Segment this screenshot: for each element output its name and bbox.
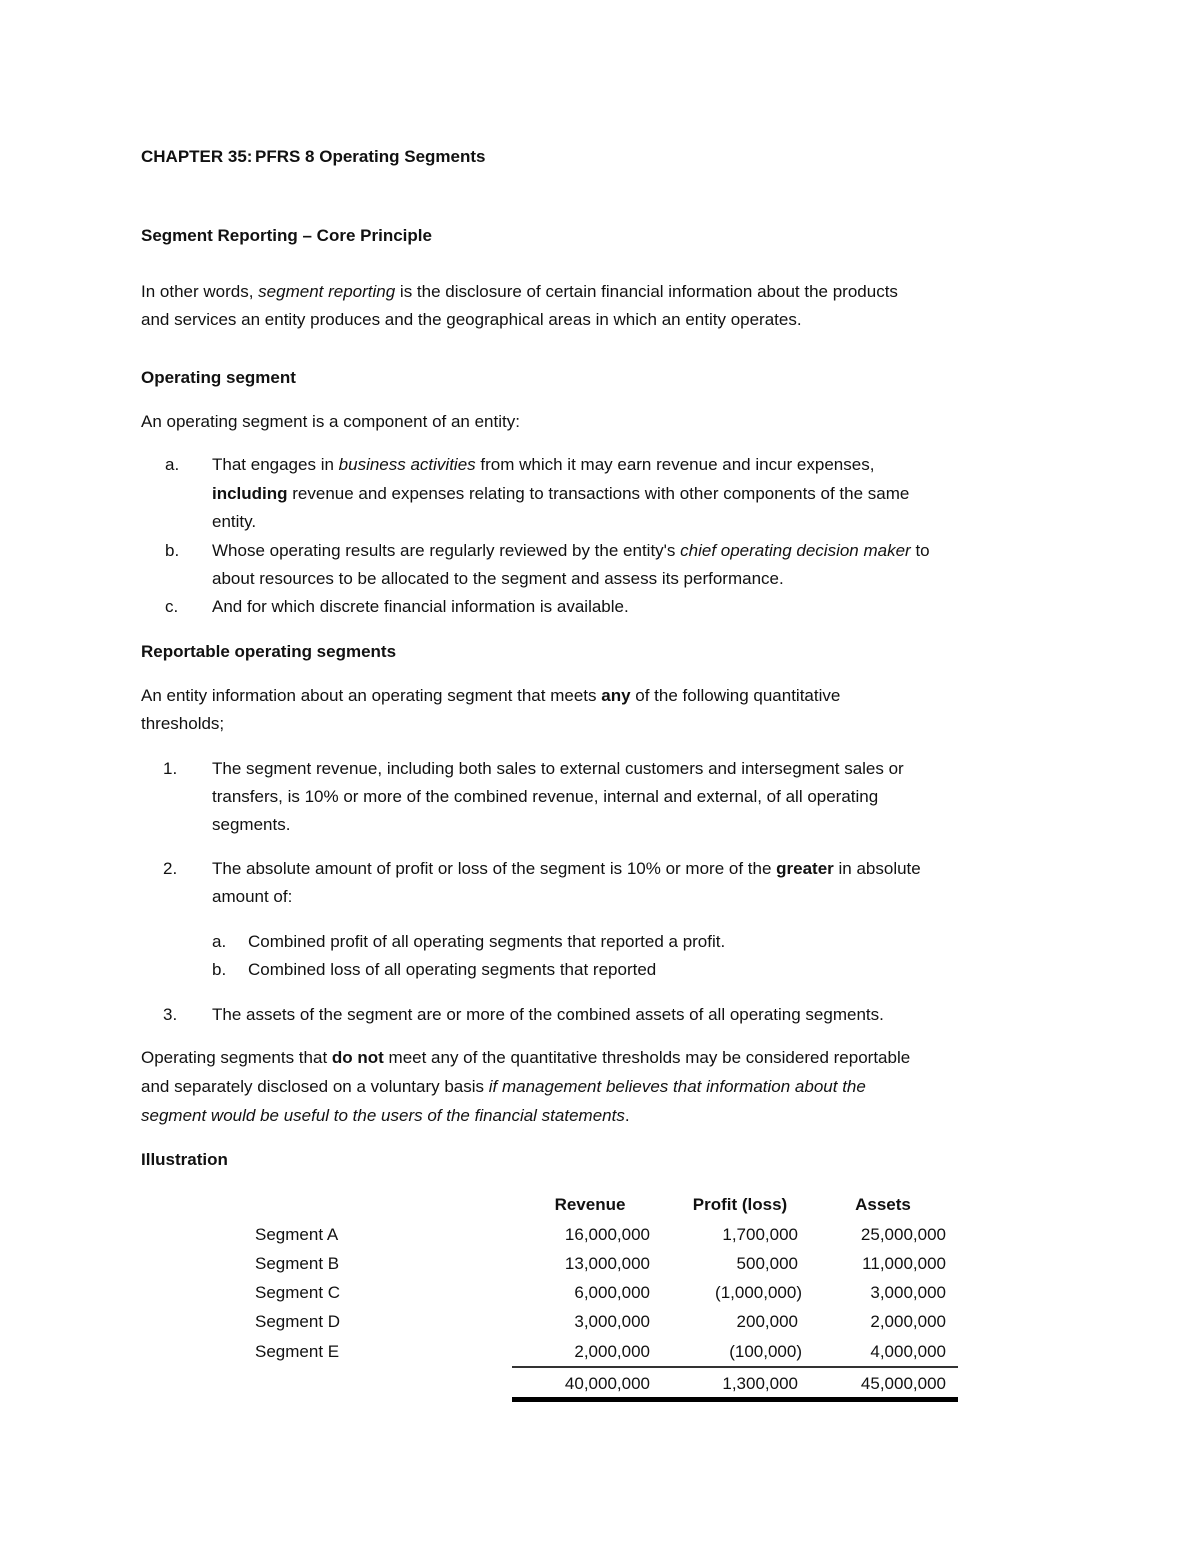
list-marker: a. — [212, 932, 227, 951]
list-marker: b. — [165, 541, 180, 560]
total-assets: 45,000,000 — [860, 1374, 946, 1393]
paragraph-line: segment would be useful to the users of the financial statements. — [141, 1106, 630, 1125]
row-label: Segment E — [255, 1342, 340, 1361]
list-marker: b. — [212, 960, 227, 979]
paragraph-line: and services an entity produces and the geographical areas in which an entity operates. — [141, 310, 802, 329]
paragraph-line: In other words, segment reporting is the disclosure of certain financial information about the products — [141, 282, 898, 301]
paragraph-line: thresholds; — [141, 714, 225, 733]
row-label: Segment A — [255, 1225, 339, 1244]
list-item: The absolute amount of profit or loss of the segment is 10% or more of the greater in absolute — [212, 859, 921, 878]
list-item: about resources to be allocated to the segment and assess its performance. — [212, 569, 784, 588]
cell-assets: 11,000,000 — [862, 1254, 946, 1273]
cell-profit: (1,000,000) — [715, 1283, 802, 1302]
list-item: The assets of the segment are or more of the combined assets of all operating segments. — [212, 1005, 884, 1024]
cell-assets: 4,000,000 — [870, 1342, 946, 1361]
list-item: Combined loss of all operating segments that reported — [248, 960, 657, 979]
chapter-title: PFRS 8 Operating Segments — [255, 147, 486, 166]
list-item: And for which discrete financial information is available. — [212, 597, 629, 616]
list-item: Whose operating results are regularly reviewed by the entity's chief operating decision maker to — [212, 541, 930, 560]
paragraph-line: Operating segments that do not meet any of the quantitative thresholds may be considered reportable — [141, 1048, 911, 1067]
cell-profit: 500,000 — [736, 1254, 798, 1273]
cell-revenue: 2,000,000 — [574, 1342, 650, 1361]
list-item: segments. — [212, 815, 291, 834]
total-revenue: 40,000,000 — [564, 1374, 650, 1393]
subtotal-rule — [512, 1366, 958, 1368]
row-label: Segment B — [255, 1254, 340, 1273]
column-header-revenue: Revenue — [554, 1195, 626, 1214]
chapter-number: CHAPTER 35: — [141, 147, 253, 166]
column-header-assets: Assets — [855, 1195, 911, 1214]
cell-revenue: 16,000,000 — [564, 1225, 650, 1244]
cell-assets: 3,000,000 — [870, 1283, 946, 1302]
list-marker: 2. — [163, 859, 178, 878]
list-item: amount of: — [212, 887, 293, 906]
total-profit: 1,300,000 — [722, 1374, 798, 1393]
cell-revenue: 13,000,000 — [564, 1254, 650, 1273]
heading-illustration: Illustration — [141, 1150, 228, 1169]
cell-profit: 1,700,000 — [722, 1225, 798, 1244]
column-header-profit: Profit (loss) — [692, 1195, 788, 1214]
list-item: entity. — [212, 512, 257, 531]
list-item: That engages in business activities from which it may earn revenue and incur expenses, — [212, 455, 875, 474]
cell-revenue: 3,000,000 — [574, 1312, 650, 1331]
heading-core-principle: Segment Reporting – Core Principle — [141, 226, 432, 245]
list-item: transfers, is 10% or more of the combined revenue, internal and external, of all operating — [212, 787, 879, 806]
list-marker: 1. — [163, 759, 178, 778]
list-item: Combined profit of all operating segments that reported a profit. — [248, 932, 726, 951]
double-underline-rule — [512, 1397, 958, 1402]
list-marker: c. — [165, 597, 179, 616]
list-marker: 3. — [163, 1005, 178, 1024]
row-label: Segment C — [255, 1283, 341, 1302]
heading-operating-segment: Operating segment — [141, 368, 296, 387]
cell-revenue: 6,000,000 — [574, 1283, 650, 1302]
cell-profit: (100,000) — [729, 1342, 802, 1361]
list-marker: a. — [165, 455, 180, 474]
paragraph-line: and separately disclosed on a voluntary basis if management believes that information about the — [141, 1077, 866, 1096]
heading-reportable-segments: Reportable operating segments — [141, 642, 397, 661]
cell-assets: 2,000,000 — [870, 1312, 946, 1331]
list-item: The segment revenue, including both sales to external customers and intersegment sales or — [212, 759, 904, 778]
paragraph-line: An entity information about an operating segment that meets any of the following quantitative — [141, 686, 841, 705]
list-item: including revenue and expenses relating to transactions with other components of the same — [212, 484, 910, 503]
row-label: Segment D — [255, 1312, 341, 1331]
cell-assets: 25,000,000 — [860, 1225, 946, 1244]
paragraph-line: An operating segment is a component of an entity: — [141, 412, 520, 431]
cell-profit: 200,000 — [736, 1312, 798, 1331]
